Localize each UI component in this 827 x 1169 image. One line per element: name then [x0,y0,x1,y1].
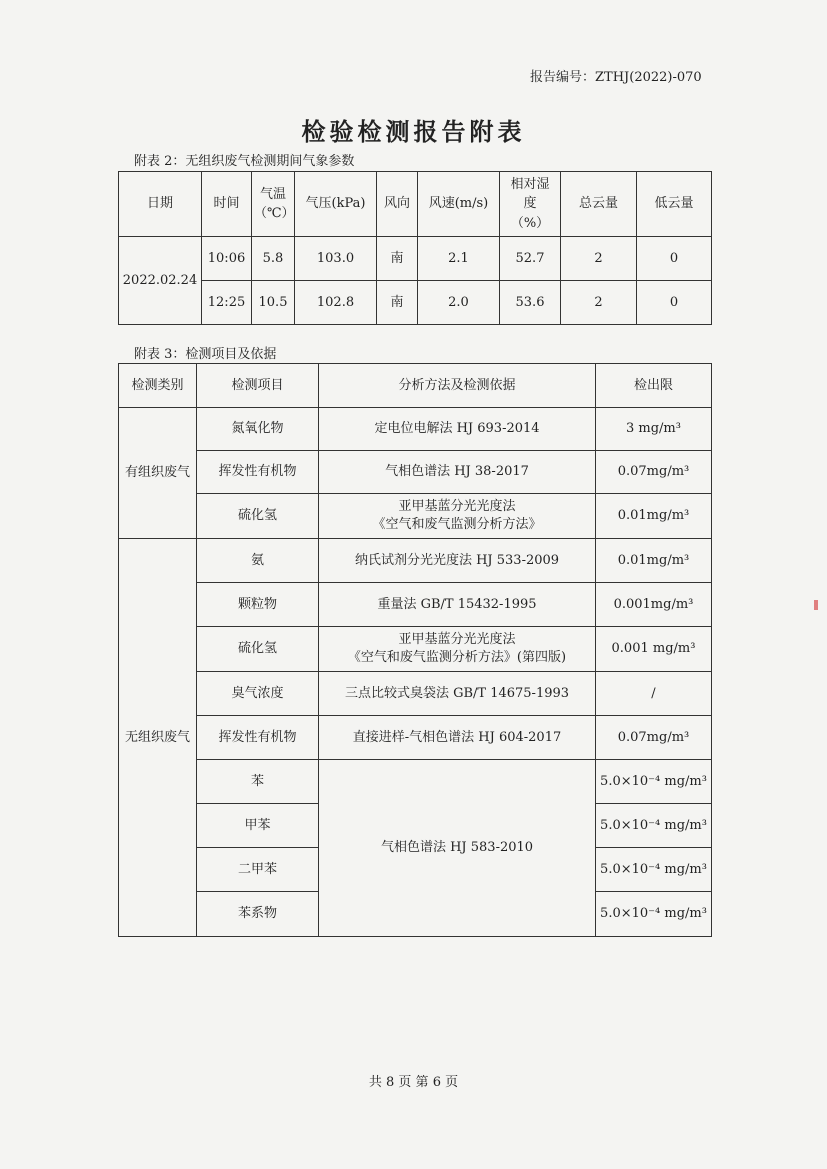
limit-cell: 5.0×10⁻⁴ mg/m³ [596,892,712,937]
item-cell: 臭气浓度 [197,672,319,716]
header-total-cloud: 总云量 [561,172,637,237]
table-row [119,627,712,672]
category-cell: 有组织废气 [119,408,197,539]
time-cell: 12:25 [202,281,252,325]
table-row [119,539,712,583]
item-cell: 硫化氢 [197,627,319,672]
date-cell: 2022.02.24 [119,237,202,325]
method-cell: 定电位电解法 HJ 693-2014 [319,408,596,451]
method-cell: 气相色谱法 HJ 583-2010 [319,760,596,937]
limit-cell: 0.01mg/m³ [596,539,712,583]
header-date: 日期 [119,172,202,237]
low-cloud-cell: 0 [637,237,712,281]
method-cell: 亚甲基蓝分光光度法 《空气和废气监测分析方法》 [319,494,596,539]
limit-cell: 3 mg/m³ [596,408,712,451]
header-limit: 检出限 [596,364,712,408]
table-row [119,760,712,804]
humidity-cell: 52.7 [500,237,561,281]
weather-parameters-table [118,171,712,325]
method-cell: 纳氏试剂分光光度法 HJ 533-2009 [319,539,596,583]
page-footer: 共 8 页 第 6 页 [368,1075,459,1090]
test-items-table [118,363,712,937]
item-cell: 挥发性有机物 [197,716,319,760]
table-row [119,672,712,716]
method-cell: 直接进样-气相色谱法 HJ 604-2017 [319,716,596,760]
total-cloud-cell: 2 [561,237,637,281]
item-cell: 甲苯 [197,804,319,848]
method-cell: 重量法 GB/T 15432-1995 [319,583,596,627]
page-title: 检验检测报告附表 [301,117,526,146]
wind-dir-cell: 南 [377,237,418,281]
table2-header-row [119,172,712,237]
wind-speed-cell: 2.1 [418,237,500,281]
table-row [119,237,712,281]
table3-caption: 附表 3：检测项目及依据 [134,347,277,362]
header-time: 时间 [202,172,252,237]
wind-speed-cell: 2.0 [418,281,500,325]
table-row [119,408,712,451]
table-row [119,716,712,760]
header-low-cloud: 低云量 [637,172,712,237]
item-cell: 颗粒物 [197,583,319,627]
header-humidity: 相对湿 度 （%） [500,172,561,237]
pressure-cell: 103.0 [295,237,377,281]
table-row [119,451,712,494]
item-cell: 二甲苯 [197,848,319,892]
scan-mark [814,600,818,610]
low-cloud-cell: 0 [637,281,712,325]
header-wind-dir: 风向 [377,172,418,237]
item-cell: 氨 [197,539,319,583]
method-cell: 亚甲基蓝分光光度法 《空气和废气监测分析方法》(第四版) [319,627,596,672]
report-number: 报告编号：ZTHJ(2022)-070 [530,70,702,85]
header-temp: 气温 （℃） [252,172,295,237]
header-method: 分析方法及检测依据 [319,364,596,408]
limit-cell: 5.0×10⁻⁴ mg/m³ [596,848,712,892]
limit-cell: 0.07mg/m³ [596,451,712,494]
pressure-cell: 102.8 [295,281,377,325]
item-cell: 氮氧化物 [197,408,319,451]
item-cell: 挥发性有机物 [197,451,319,494]
table2-caption: 附表 2：无组织废气检测期间气象参数 [134,154,355,169]
header-item: 检测项目 [197,364,319,408]
limit-cell: 0.01mg/m³ [596,494,712,539]
total-cloud-cell: 2 [561,281,637,325]
wind-dir-cell: 南 [377,281,418,325]
limit-cell: 0.001 mg/m³ [596,627,712,672]
method-cell: 气相色谱法 HJ 38-2017 [319,451,596,494]
category-cell: 无组织废气 [119,539,197,937]
limit-cell: 5.0×10⁻⁴ mg/m³ [596,760,712,804]
table-row [119,281,712,325]
table-row [119,494,712,539]
method-cell: 三点比较式臭袋法 GB/T 14675-1993 [319,672,596,716]
table-row [119,583,712,627]
header-pressure: 气压(kPa) [295,172,377,237]
item-cell: 苯 [197,760,319,804]
time-cell: 10:06 [202,237,252,281]
item-cell: 硫化氢 [197,494,319,539]
temp-cell: 5.8 [252,237,295,281]
limit-cell: / [596,672,712,716]
humidity-cell: 53.6 [500,281,561,325]
limit-cell: 0.07mg/m³ [596,716,712,760]
item-cell: 苯系物 [197,892,319,937]
limit-cell: 5.0×10⁻⁴ mg/m³ [596,804,712,848]
header-wind-speed: 风速(m/s) [418,172,500,237]
limit-cell: 0.001mg/m³ [596,583,712,627]
table3-header-row [119,364,712,408]
header-category: 检测类别 [119,364,197,408]
temp-cell: 10.5 [252,281,295,325]
